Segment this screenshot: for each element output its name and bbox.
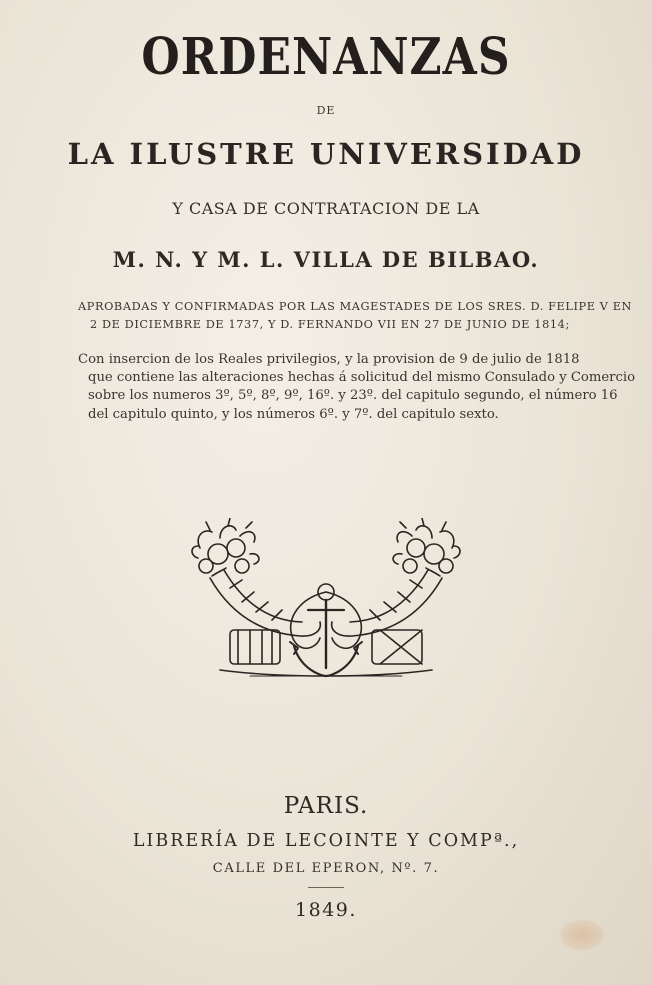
imprint-city: PARIS. <box>283 793 369 819</box>
insertion-line-2: que contiene las alteraciones hechas á solicitud del mismo Consulado y Comercio <box>88 370 636 385</box>
villa-name: M. N. Y M. L. VILLA DE BILBAO. <box>112 247 540 272</box>
paper-stain <box>560 920 604 950</box>
imprint-year: 1849. <box>295 899 357 921</box>
imprint-address: CALLE DEL EPERON, Nº. 7. <box>212 861 440 876</box>
horns-of-plenty-and-anchor-icon <box>190 518 462 690</box>
institution-name: LA ILUSTRE UNIVERSIDAD <box>67 137 585 171</box>
title-connector: DE <box>316 104 336 117</box>
insertion-line-1: Con insercion de los Reales privilegios, y la provision de 9 de julio de 1818 <box>78 352 580 367</box>
insertion-line-3: sobre los numeros 3º, 5º, 8º, 9º, 16º. y 23º. del capitulo segundo, el número 16 <box>88 388 618 403</box>
imprint-publisher: LIBRERÍA DE LECOINTE Y COMPª., <box>132 831 520 851</box>
insertion-line-4: del capitulo quinto, y los números 6º. y 7º. del capitulo sexto. <box>88 407 499 422</box>
divider-rule <box>308 887 344 888</box>
institution-subtitle: Y CASA DE CONTRATACION DE LA <box>172 199 480 218</box>
approval-line-2: 2 DE DICIEMBRE DE 1737, Y D. FERNANDO VII EN 27 DE JUNIO DE 1814; <box>90 318 570 331</box>
book-title: ORDENANZAS <box>141 28 511 87</box>
approval-line-1: APROBADAS Y CONFIRMADAS POR LAS MAGESTADES DE LOS SRES. D. FELIPE V EN <box>78 300 633 313</box>
